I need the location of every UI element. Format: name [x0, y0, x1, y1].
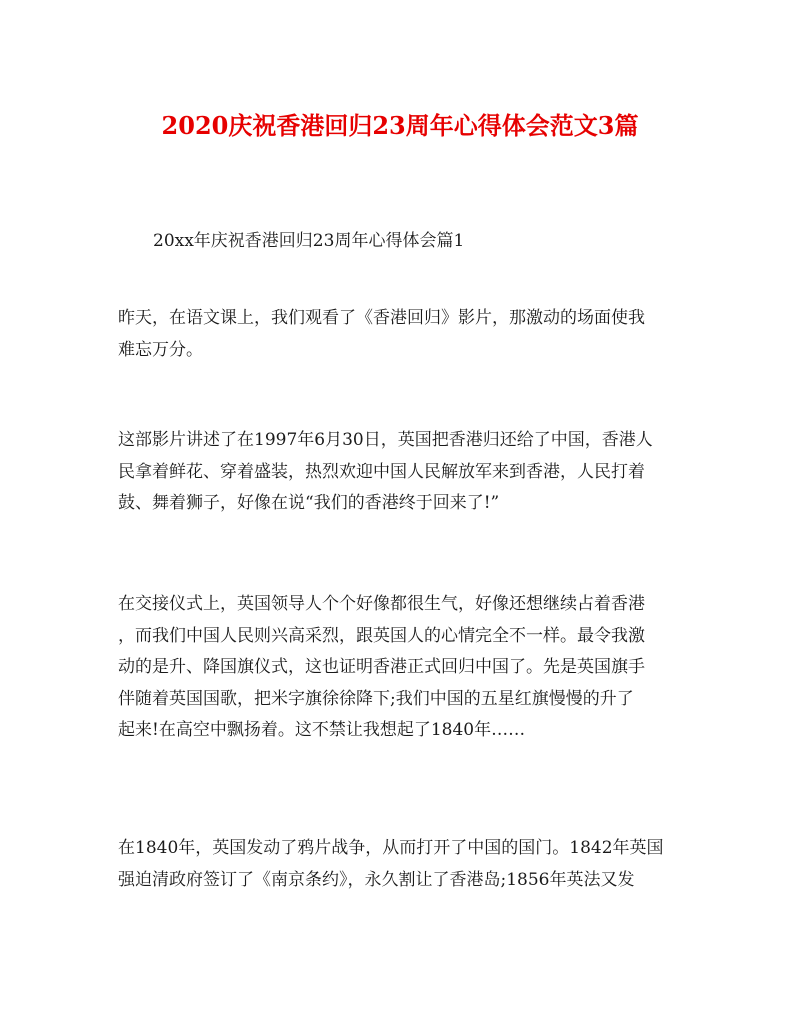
paragraph-line: 民拿着鲜花、穿着盛装，热烈欢迎中国人民解放军来到香港，人民打着: [118, 461, 645, 482]
paragraph-line: 这部影片讲述了在1997年6月30日，英国把香港归还给了中国，香港人: [118, 430, 653, 450]
paragraph-2: [118, 425, 688, 520]
paragraph-line: 伴随着英国国歌，把米字旗徐徐降下;我们中国的五星红旗慢慢的升了: [118, 688, 634, 709]
section-heading: 20xx年庆祝香港回归23周年心得体会篇1: [153, 231, 465, 251]
paragraph-1: [118, 303, 688, 366]
paragraph-line: 在交接仪式上，英国领导人个个好像都很生气，好像还想继续占着香港: [118, 594, 645, 614]
paragraph-line: 昨天，在语文课上，我们观看了《香港回归》影片，那激动的场面使我: [118, 308, 645, 328]
paragraph-line: 难忘万分。: [118, 339, 203, 360]
paragraph-4: [118, 833, 688, 896]
paragraph-line: 强迫清政府签订了《南京条约》，永久割让了香港岛;1856年英法又发: [118, 869, 635, 890]
paragraph-line: 在1840年，英国发动了鸦片战争，从而打开了中国的国门。1842年英国: [118, 838, 664, 858]
paragraph-line: 鼓、舞着狮子，好像在说“我们的香港终于回来了!”: [118, 493, 500, 513]
paragraph-line: 动的是升、降国旗仪式，这也证明香港正式回归中国了。先是英国旗手: [118, 657, 645, 677]
paragraph-line: 起来!在高空中飘扬着。这不禁让我想起了1840年……: [118, 720, 526, 740]
paragraph-line: ，而我们中国人民则兴高采烈，跟英国人的心情完全不一样。最令我激: [118, 625, 645, 646]
paragraph-3: [118, 589, 688, 747]
document-title: 2020庆祝香港回归23周年心得体会范文3篇: [161, 111, 639, 140]
